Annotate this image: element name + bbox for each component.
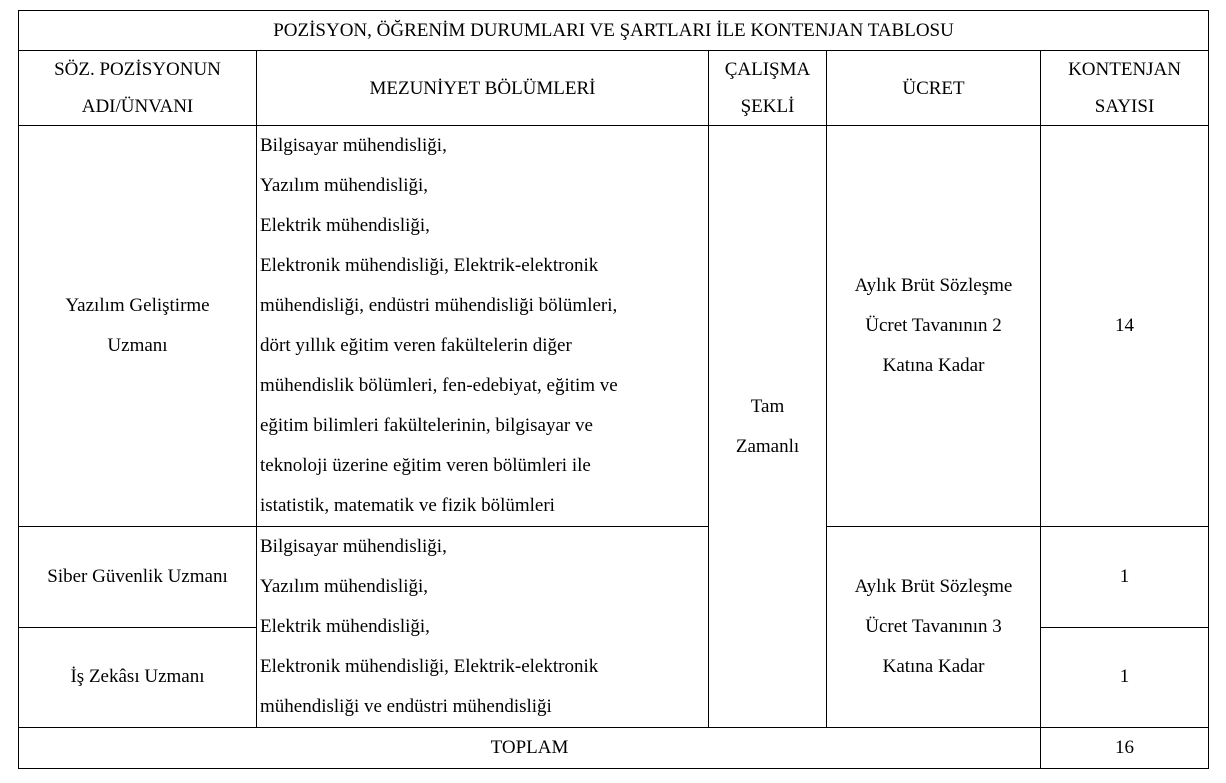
position-business-intelligence: İş Zekâsı Uzmanı	[19, 627, 257, 728]
salary-line-3: Katına Kadar	[882, 656, 985, 677]
department-line: dört yıllık eğitim veren fakültelerin diğer	[260, 335, 572, 356]
department-line: Yazılım mühendisliği,	[260, 175, 429, 196]
title-row	[19, 11, 1209, 51]
salary-line-2: Ücret Tavanının 2	[865, 315, 1002, 336]
department-line: mühendisliği ve endüstri mühendisliği	[260, 696, 552, 717]
department-line: teknoloji üzerine eğitim veren bölümleri ile	[260, 455, 591, 476]
salary-line-1: Aylık Brüt Sözleşme	[854, 576, 1013, 597]
table-title: POZİSYON, ÖĞRENİM DURUMLARI VE ŞARTLARI İLE KONTENJAN TABLOSU	[19, 11, 1209, 51]
salary-line-3: Katına Kadar	[882, 355, 985, 376]
total-row	[19, 728, 1209, 769]
department-line: Bilgisayar mühendisliği,	[260, 536, 447, 557]
quota-software-developer: 14	[1041, 126, 1209, 527]
work-type-line-1: Tam	[750, 395, 785, 417]
header-work-type-line-2: ŞEKLİ	[740, 96, 795, 117]
quota-business-intelligence: 1	[1041, 627, 1209, 728]
table-row	[19, 126, 1209, 527]
position-line-1: Yazılım Geliştirme	[65, 295, 210, 316]
quota-cyber-security: 1	[1041, 527, 1209, 628]
total-value: 16	[1041, 728, 1209, 769]
header-position	[19, 51, 257, 126]
position-line-2: Uzmanı	[107, 335, 168, 356]
salary-software-developer	[827, 126, 1041, 527]
department-line: Elektronik mühendisliği, Elektrik-elektronik	[260, 656, 599, 677]
department-line: mühendislik bölümleri, fen-edebiyat, eğitim ve	[260, 375, 618, 396]
table-row	[19, 527, 1209, 628]
departments-shared	[257, 527, 709, 728]
department-line: Bilgisayar mühendisliği,	[260, 135, 447, 156]
department-line: Yazılım mühendisliği,	[260, 576, 429, 597]
department-line: Elektronik mühendisliği, Elektrik-elektronik	[260, 255, 599, 276]
department-line: eğitim bilimleri fakültelerinin, bilgisayar ve	[260, 415, 593, 436]
total-label: TOPLAM	[19, 728, 1041, 769]
quota-table	[18, 10, 1209, 769]
header-salary: ÜCRET	[827, 51, 1041, 126]
header-quota	[1041, 51, 1209, 126]
salary-line-2: Ücret Tavanının 3	[865, 616, 1002, 637]
salary-line-1: Aylık Brüt Sözleşme	[854, 275, 1013, 296]
header-work-type	[709, 51, 827, 126]
department-line: istatistik, matematik ve fizik bölümleri	[260, 495, 555, 516]
position-cyber-security: Siber Güvenlik Uzmanı	[19, 527, 257, 628]
quota-table-container	[18, 10, 1209, 769]
position-software-developer	[19, 126, 257, 527]
department-line: Elektrik mühendisliği,	[260, 215, 430, 236]
header-departments: MEZUNİYET BÖLÜMLERİ	[257, 51, 709, 126]
salary-shared	[827, 527, 1041, 728]
header-position-line-2: ADI/ÜNVANI	[81, 96, 194, 117]
work-type-cell	[709, 126, 827, 728]
header-position-line-1: SÖZ. POZİSYONUN	[54, 59, 221, 80]
header-quota-line-2: SAYISI	[1094, 96, 1155, 117]
header-work-type-line-1: ÇALIŞMA	[724, 59, 811, 80]
department-line: mühendisliği, endüstri mühendisliği bölümleri,	[260, 295, 618, 316]
departments-software-developer	[257, 126, 709, 527]
work-type-line-2: Zamanlı	[735, 435, 800, 457]
header-quota-line-1: KONTENJAN	[1068, 59, 1181, 80]
department-line: Elektrik mühendisliği,	[260, 616, 430, 637]
header-row	[19, 51, 1209, 126]
